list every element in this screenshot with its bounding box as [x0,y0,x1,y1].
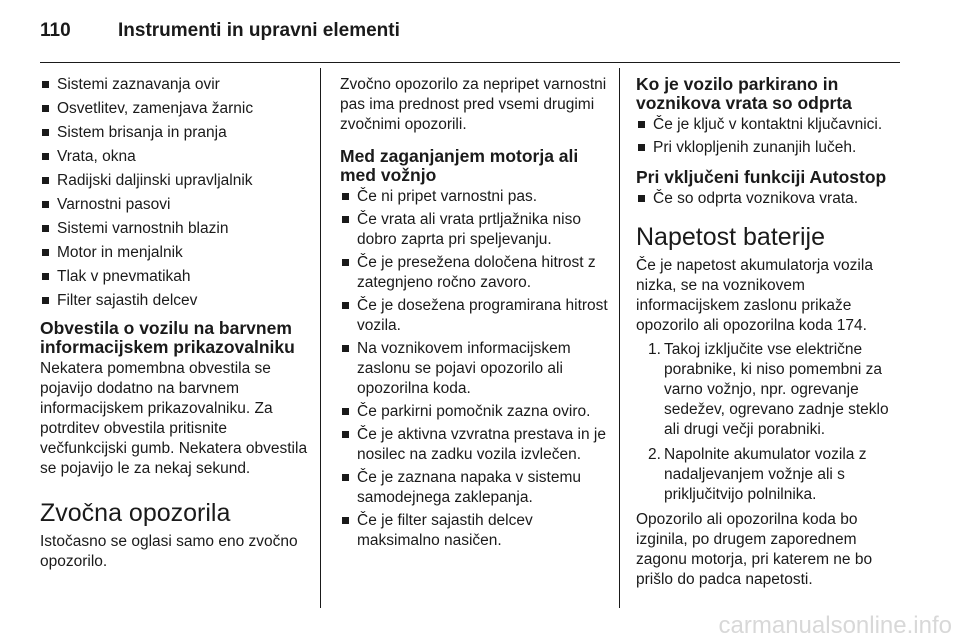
step-number: 1. [648,341,661,358]
parked-heading: Ko je vozilo parkirano in voznikova vrata so odprta [636,74,852,113]
warning-chimes-title: Zvočna opozorila [40,499,231,527]
list-item: Pri vklopljenih zunanjih lučeh. [636,138,906,158]
list-item: Radijski daljinski upravljalnik [40,171,310,191]
warning-chimes-paragraph: Istočasno se oglasi samo eno zvočno opozorilo. [40,533,298,570]
list-item: Če je filter sajastih delcev maksimalno nasičen. [340,511,610,551]
column-1 [40,75,310,572]
vehicle-messages-heading: Obvestila o vozilu na barvnem informacijskem prikazovalniku [40,318,295,357]
list-item: Tlak v pnevmatikah [40,267,310,287]
list-item: Če parkirni pomočnik zazna oviro. [340,402,610,422]
page-header [40,20,400,42]
list-item: Če je aktivna vzvratna prestava in je nosilec na zadku vozila izvlečen. [340,425,610,465]
list-item: Motor in menjalnik [40,243,310,263]
column-3 [636,75,906,590]
page-title: Instrumenti in upravni elementi [118,20,400,41]
step-number: 2. [648,446,661,463]
list-item: Če so odprta voznikova vrata. [636,189,906,209]
parked-chime-list [636,115,906,158]
seatbelt-chime-paragraph: Zvočno opozorilo za nepripet varnostni pas ima prednost pred vsemi drugimi zvočnimi opozorili. [340,76,607,133]
list-item: Če ni pripet varnostni pas. [340,187,610,207]
list-item: Če vrata ali vrata prtljažnika niso dobro zaprta pri speljevanju. [340,210,610,250]
watermark: carmanualsonline.info [718,612,952,639]
battery-steps-list [648,340,906,505]
step-text: Napolnite akumulator vozila z nadaljevanjem vožnje ali s priključitvijo polnilnika. [664,446,867,503]
list-item [648,445,906,505]
list-item [648,340,906,440]
driving-chime-list [340,187,610,551]
header-divider [40,62,900,63]
step-text: Takoj izključite vse električne porabnike, ki niso pomembni za varno vožnjo, npr. ogrevanje sedežev, ogrevano zadnje steklo ali drugi večji porabniki. [664,341,889,438]
list-item: Filter sajastih delcev [40,291,310,311]
list-item: Vrata, okna [40,147,310,167]
list-item: Varnostni pasovi [40,195,310,215]
topic-list [40,75,310,311]
battery-voltage-paragraph: Če je napetost akumulatorja vozila nizka, se na voznikovem informacijskem zaslonu prikaže opozorilo ali opozorilna koda 174. [636,257,873,334]
autostop-chime-list [636,189,906,209]
column-divider-2 [619,68,620,608]
list-item: Osvetlitev, zamenjava žarnic [40,99,310,119]
list-item: Na voznikovem informacijskem zaslonu se pojavi opozorilo ali opozorilna koda. [340,339,610,399]
list-item: Sistemi zaznavanja ovir [40,75,310,95]
list-item: Če je presežena določena hitrost z zategnjeno ročno zavoro. [340,253,610,293]
list-item: Če je ključ v kontaktni ključavnici. [636,115,906,135]
list-item: Sistem brisanja in pranja [40,123,310,143]
page-number: 110 [40,20,71,41]
column-2 [340,75,610,554]
column-divider-1 [320,68,321,608]
autostop-heading: Pri vključeni funkciji Autostop [636,167,887,187]
list-item: Če je zaznana napaka v sistemu samodejnega zaklepanja. [340,468,610,508]
list-item: Če je dosežena programirana hitrost vozila. [340,296,610,336]
driving-heading: Med zaganjanjem motorja ali med vožnjo [340,146,579,185]
list-item: Sistemi varnostnih blazin [40,219,310,239]
battery-closing-paragraph: Opozorilo ali opozorilna koda bo izginila, po drugem zaporednem zagonu motorja, pri katerem ne bo prišlo do padca napetosti. [636,511,873,588]
vehicle-messages-paragraph: Nekatera pomembna obvestila se pojavijo dodatno na barvnem informacijskem prikazovalniku. Za potrditev obvestila pritisnite večfunkcijski gumb. Nekatera obvestila se pojavijo le za nekaj sekund. [40,360,308,477]
battery-voltage-title: Napetost baterije [636,223,826,251]
